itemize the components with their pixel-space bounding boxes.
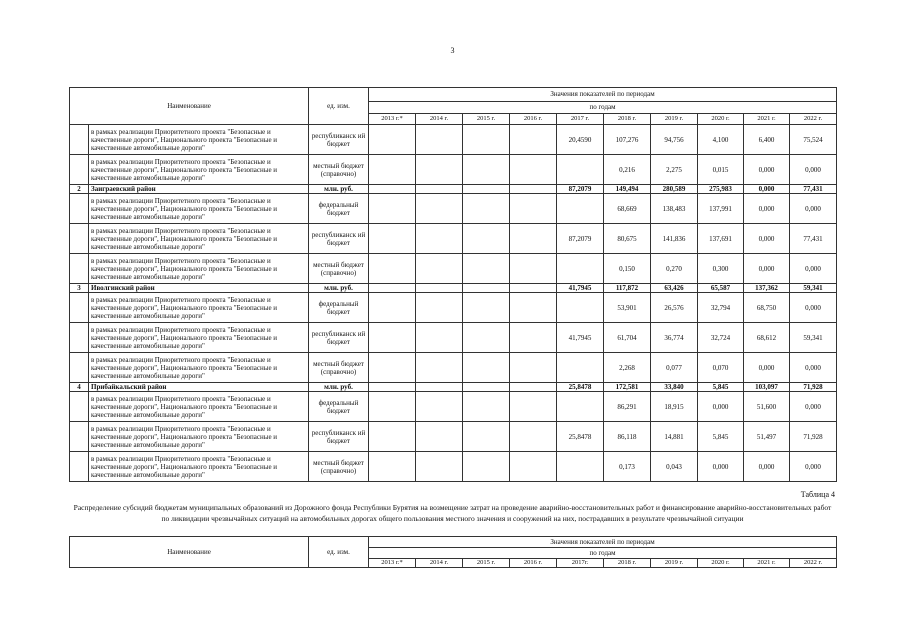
header-by-years: по годам [369, 101, 837, 113]
value-cell: 117,872 [604, 284, 651, 293]
value-cell: 68,669 [604, 194, 651, 224]
page-number: 3 [450, 46, 455, 55]
value-cell [510, 293, 557, 323]
row-number: 4 [70, 383, 89, 392]
value-cell [510, 422, 557, 452]
value-cell: 6,400 [744, 125, 790, 155]
value-cell: 107,276 [604, 125, 651, 155]
value-cell [369, 353, 416, 383]
year-header: 2018 г. [604, 113, 651, 124]
value-cell [463, 254, 510, 284]
value-cell: 0,070 [698, 353, 744, 383]
row-unit: федеральный бюджет [309, 194, 369, 224]
header-period-group: Значения показателей по периодам [369, 88, 837, 102]
value-cell [557, 194, 604, 224]
value-cell: 71,928 [790, 422, 837, 452]
value-cell: 137,691 [698, 224, 744, 254]
year-header: 2015 г. [463, 558, 510, 567]
value-cell [416, 353, 463, 383]
budget-row [70, 452, 837, 482]
value-cell: 53,901 [604, 293, 651, 323]
row-unit: местный бюджет (справочно) [309, 452, 369, 482]
value-cell: 0,015 [698, 155, 744, 185]
row-unit: федеральный бюджет [309, 392, 369, 422]
value-cell: 0,000 [790, 392, 837, 422]
value-cell [510, 392, 557, 422]
t4-header-period-group: Значения показателей по периодам [369, 537, 837, 548]
value-cell: 275,983 [698, 185, 744, 194]
value-cell [463, 383, 510, 392]
value-cell [416, 383, 463, 392]
row-name: в рамках реализации Приоритетного проекта "Безопасные и качественные дороги", Национального проекта "Безопасные и качественные автомобильные дороги" [89, 224, 309, 254]
value-cell: 0,000 [698, 392, 744, 422]
value-cell: 0,000 [744, 452, 790, 482]
year-header: 2020 г. [698, 113, 744, 124]
value-cell: 280,589 [651, 185, 698, 194]
value-cell: 65,587 [698, 284, 744, 293]
row-name: в рамках реализации Приоритетного проекта "Безопасные и качественные дороги", Национального проекта "Безопасные и качественные автомобильные дороги" [89, 323, 309, 353]
value-cell [510, 185, 557, 194]
value-cell: 80,675 [604, 224, 651, 254]
year-header: 2019 г. [651, 113, 698, 124]
value-cell [416, 284, 463, 293]
value-cell: 0,173 [604, 452, 651, 482]
row-unit: федеральный бюджет [309, 293, 369, 323]
value-cell: 77,431 [790, 185, 837, 194]
value-cell: 172,581 [604, 383, 651, 392]
value-cell: 0,000 [744, 155, 790, 185]
value-cell: 0,270 [651, 254, 698, 284]
row-name: в рамках реализации Приоритетного проекта "Безопасные и качественные дороги", Национального проекта "Безопасные и качественные автомобильные дороги" [89, 254, 309, 284]
value-cell: 0,000 [698, 452, 744, 482]
value-cell [510, 125, 557, 155]
value-cell [510, 323, 557, 353]
year-header: 2020 г. [698, 558, 744, 567]
value-cell [369, 185, 416, 194]
value-cell: 0,000 [744, 224, 790, 254]
row-name: в рамках реализации Приоритетного проекта "Безопасные и качественные дороги", Национального проекта "Безопасные и качественные автомобильные дороги" [89, 452, 309, 482]
value-cell [369, 194, 416, 224]
value-cell [416, 254, 463, 284]
row-name: в рамках реализации Приоритетного проекта "Безопасные и качественные дороги", Национального проекта "Безопасные и качественные автомобильные дороги" [89, 392, 309, 422]
row-unit: местный бюджет (справочно) [309, 254, 369, 284]
row-number [70, 125, 89, 155]
value-cell: 87,2079 [557, 185, 604, 194]
district-row [70, 284, 837, 293]
year-header: 2021 г. [744, 558, 790, 567]
row-number: 3 [70, 284, 89, 293]
budget-row [70, 224, 837, 254]
value-cell [510, 452, 557, 482]
row-number [70, 224, 89, 254]
year-header: 2016 г. [510, 558, 557, 567]
row-number [70, 323, 89, 353]
district-row [70, 383, 837, 392]
value-cell: 0,000 [744, 185, 790, 194]
row-number [70, 254, 89, 284]
value-cell: 0,000 [790, 155, 837, 185]
row-name: в рамках реализации Приоритетного проекта "Безопасные и качественные дороги", Национального проекта "Безопасные и качественные автомобильные дороги" [89, 293, 309, 323]
value-cell: 0,000 [790, 194, 837, 224]
value-cell: 137,362 [744, 284, 790, 293]
value-cell: 77,431 [790, 224, 837, 254]
year-header: 2014 г. [416, 113, 463, 124]
value-cell [416, 194, 463, 224]
table-4-caption: Распределение субсидий бюджетам муниципальных образований из Дорожного фонда Республики Бурятия на возмещение затрат на проведение аварийно-восстановительных работ и финансирование аварийно-восстановительных работ по ликвидации чрезвычайных ситуаций на автомобильных дорогах общего пользования местного значения и сооружений на них, пострадавших в результате чрезвычайной ситуации [73, 503, 832, 523]
value-cell: 32,724 [698, 323, 744, 353]
value-cell: 4,100 [698, 125, 744, 155]
header-name: Наименование [70, 88, 309, 125]
indicators-table [69, 87, 837, 482]
year-header: 2019 г. [651, 558, 698, 567]
value-cell: 0,077 [651, 353, 698, 383]
value-cell [557, 155, 604, 185]
value-cell: 32,794 [698, 293, 744, 323]
row-name: в рамках реализации Приоритетного проекта "Безопасные и качественные дороги", Национального проекта "Безопасные и качественные автомобильные дороги" [89, 422, 309, 452]
value-cell: 41,7945 [557, 284, 604, 293]
value-cell [463, 353, 510, 383]
value-cell: 0,216 [604, 155, 651, 185]
value-cell [416, 422, 463, 452]
value-cell: 26,576 [651, 293, 698, 323]
value-cell [510, 224, 557, 254]
t4-header-by-years: по годам [369, 548, 837, 558]
row-name: Заиграевский район [89, 185, 309, 194]
value-cell [463, 452, 510, 482]
value-cell: 0,000 [744, 254, 790, 284]
value-cell [510, 194, 557, 224]
row-unit: млн. руб. [309, 284, 369, 293]
value-cell: 36,774 [651, 323, 698, 353]
value-cell: 33,840 [651, 383, 698, 392]
value-cell: 61,704 [604, 323, 651, 353]
value-cell [557, 452, 604, 482]
value-cell [510, 254, 557, 284]
year-header: 2022 г. [790, 558, 837, 567]
row-number [70, 353, 89, 383]
year-header: 2018 г. [604, 558, 651, 567]
row-unit: млн. руб. [309, 383, 369, 392]
value-cell [463, 422, 510, 452]
value-cell: 86,291 [604, 392, 651, 422]
table-4-label: Таблица 4 [800, 490, 835, 499]
value-cell: 138,483 [651, 194, 698, 224]
row-number [70, 194, 89, 224]
row-number [70, 422, 89, 452]
value-cell: 71,928 [790, 383, 837, 392]
subsidies-table [69, 536, 837, 568]
value-cell: 86,118 [604, 422, 651, 452]
value-cell [463, 392, 510, 422]
value-cell [463, 323, 510, 353]
value-cell [369, 125, 416, 155]
row-number [70, 452, 89, 482]
value-cell: 0,000 [790, 293, 837, 323]
budget-row [70, 353, 837, 383]
value-cell [369, 254, 416, 284]
year-header: 2021 г. [744, 113, 790, 124]
value-cell [557, 353, 604, 383]
value-cell: 0,000 [790, 353, 837, 383]
district-row [70, 185, 837, 194]
value-cell [369, 224, 416, 254]
value-cell: 59,341 [790, 323, 837, 353]
year-header: 2015 г. [463, 113, 510, 124]
value-cell: 18,915 [651, 392, 698, 422]
value-cell: 103,097 [744, 383, 790, 392]
value-cell [510, 155, 557, 185]
budget-row [70, 254, 837, 284]
year-header: 2013 г.* [369, 113, 416, 124]
value-cell: 25,8478 [557, 383, 604, 392]
value-cell: 87,2079 [557, 224, 604, 254]
value-cell [463, 155, 510, 185]
value-cell [557, 254, 604, 284]
value-cell: 149,494 [604, 185, 651, 194]
budget-row [70, 155, 837, 185]
value-cell [510, 383, 557, 392]
value-cell [416, 323, 463, 353]
year-header: 2022 г. [790, 113, 837, 124]
row-number [70, 293, 89, 323]
value-cell [557, 293, 604, 323]
budget-row [70, 422, 837, 452]
value-cell: 14,881 [651, 422, 698, 452]
value-cell [510, 284, 557, 293]
row-unit: местный бюджет (справочно) [309, 155, 369, 185]
row-name: в рамках реализации Приоритетного проекта "Безопасные и качественные дороги", Национального проекта "Безопасные и качественные автомобильные дороги" [89, 155, 309, 185]
value-cell [463, 293, 510, 323]
year-header: 2016 г. [510, 113, 557, 124]
row-unit: республиканск ий бюджет [309, 224, 369, 254]
row-unit: республиканск ий бюджет [309, 323, 369, 353]
value-cell: 0,150 [604, 254, 651, 284]
value-cell: 0,300 [698, 254, 744, 284]
value-cell: 68,612 [744, 323, 790, 353]
row-number [70, 392, 89, 422]
value-cell: 68,750 [744, 293, 790, 323]
budget-row [70, 125, 837, 155]
value-cell: 137,991 [698, 194, 744, 224]
value-cell: 59,341 [790, 284, 837, 293]
value-cell [510, 353, 557, 383]
value-cell: 0,000 [790, 452, 837, 482]
value-cell [416, 185, 463, 194]
value-cell [369, 422, 416, 452]
row-name: в рамках реализации Приоритетного проекта "Безопасные и качественные дороги", Национального проекта "Безопасные и качественные автомобильные дороги" [89, 125, 309, 155]
row-unit: республиканск ий бюджет [309, 125, 369, 155]
year-header: 2017 г. [557, 113, 604, 124]
t4-header-name: Наименование [70, 537, 309, 568]
budget-row [70, 293, 837, 323]
value-cell [463, 185, 510, 194]
year-header: 2013 г.* [369, 558, 416, 567]
value-cell [369, 293, 416, 323]
budget-row [70, 194, 837, 224]
year-header: 2017г. [557, 558, 604, 567]
value-cell: 94,756 [651, 125, 698, 155]
row-number: 2 [70, 185, 89, 194]
value-cell: 75,524 [790, 125, 837, 155]
value-cell: 5,845 [698, 383, 744, 392]
year-header: 2014 г. [416, 558, 463, 567]
value-cell: 51,497 [744, 422, 790, 452]
budget-row [70, 323, 837, 353]
value-cell: 5,845 [698, 422, 744, 452]
value-cell [369, 155, 416, 185]
row-unit: местный бюджет (справочно) [309, 353, 369, 383]
row-name: Иволгинский район [89, 284, 309, 293]
row-unit: млн. руб. [309, 185, 369, 194]
value-cell [369, 323, 416, 353]
value-cell [416, 392, 463, 422]
value-cell: 20,4590 [557, 125, 604, 155]
value-cell: 51,600 [744, 392, 790, 422]
value-cell: 0,000 [744, 353, 790, 383]
value-cell: 0,000 [790, 254, 837, 284]
value-cell: 25,8478 [557, 422, 604, 452]
value-cell [416, 224, 463, 254]
value-cell [416, 452, 463, 482]
value-cell [416, 155, 463, 185]
value-cell [369, 284, 416, 293]
value-cell [463, 224, 510, 254]
value-cell [369, 452, 416, 482]
value-cell [463, 125, 510, 155]
value-cell [463, 284, 510, 293]
row-name: Прибайкальский район [89, 383, 309, 392]
value-cell: 141,836 [651, 224, 698, 254]
value-cell [463, 194, 510, 224]
row-name: в рамках реализации Приоритетного проекта "Безопасные и качественные дороги", Национального проекта "Безопасные и качественные автомобильные дороги" [89, 353, 309, 383]
row-name: в рамках реализации Приоритетного проекта "Безопасные и качественные дороги", Национального проекта "Безопасные и качественные автомобильные дороги" [89, 194, 309, 224]
value-cell: 41,7945 [557, 323, 604, 353]
value-cell: 63,426 [651, 284, 698, 293]
value-cell [416, 125, 463, 155]
budget-row [70, 392, 837, 422]
row-unit: республиканск ий бюджет [309, 422, 369, 452]
value-cell: 0,043 [651, 452, 698, 482]
t4-header-unit: ед. изм. [309, 537, 369, 568]
value-cell [557, 392, 604, 422]
value-cell: 0,000 [744, 194, 790, 224]
value-cell [369, 392, 416, 422]
value-cell [416, 293, 463, 323]
value-cell: 2,268 [604, 353, 651, 383]
row-number [70, 155, 89, 185]
header-unit: ед. изм. [309, 88, 369, 125]
value-cell: 2,275 [651, 155, 698, 185]
value-cell [369, 383, 416, 392]
